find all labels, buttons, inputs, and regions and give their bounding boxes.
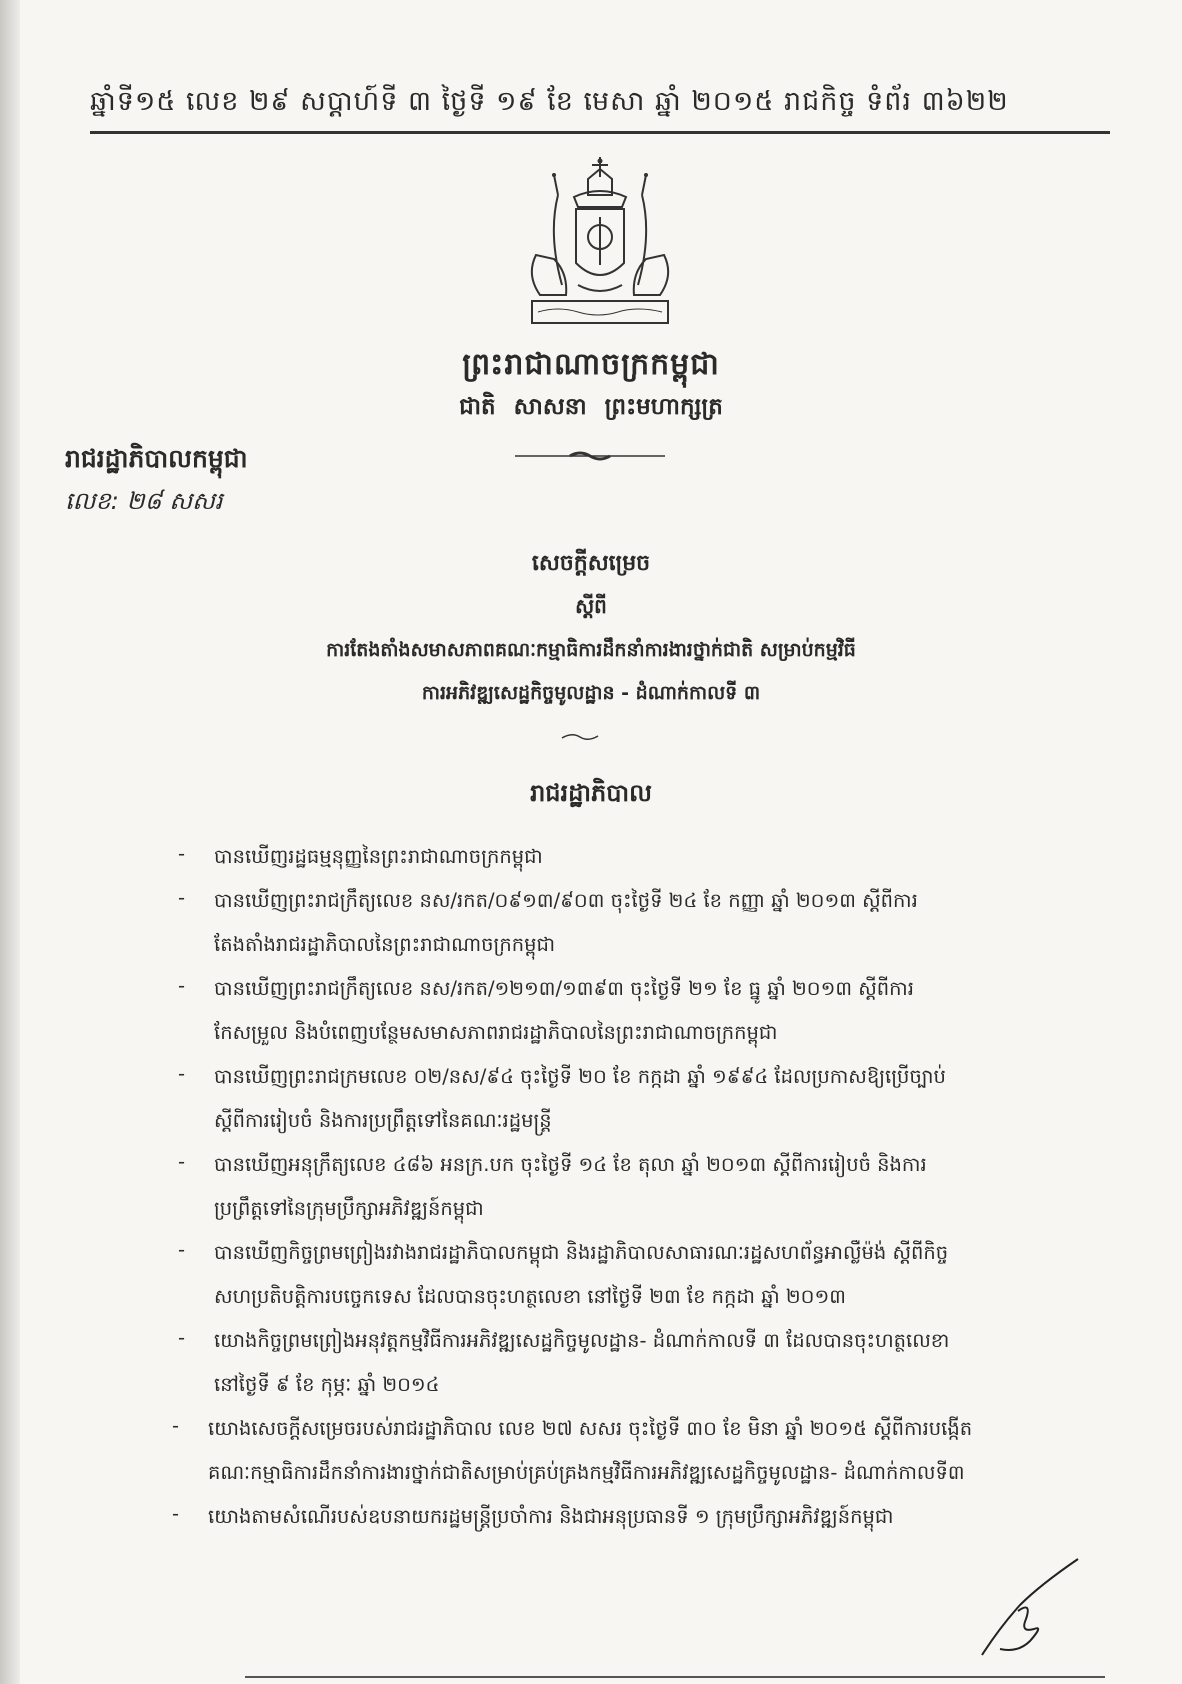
small-divider (560, 732, 600, 742)
clause-line: ប្រព្រឹត្តទៅនៃក្រុមប្រឹក្សាអភិវឌ្ឍន៍កម្ពុជា (214, 1197, 484, 1220)
clause-item (172, 1414, 1038, 1502)
clause-line: បានឃើញព្រះរាជក្រឹត្យលេខ នស/រកត/០៩១៣/៩០៣ ចុះថ្ងៃទី ២៤ ខែ កញ្ញា ឆ្នាំ ២០១៣ ស្ដីពីការ (214, 889, 918, 912)
clause-line: គណៈកម្មាធិការដឹកនាំការងារថ្នាក់ជាតិសម្រាប់គ្រប់គ្រងកម្មវិធីការអភិវឌ្ឍសេដ្ឋកិច្ចមូលដ្ឋាន- ដំណាក់កាលទី៣ (208, 1461, 965, 1484)
decision-subject-line-2: ការអភិវឌ្ឍសេដ្ឋកិច្ចមូលដ្ឋាន - ដំណាក់កាលទី ៣ (421, 682, 761, 704)
ornament-divider (515, 450, 665, 462)
clause-bullet: - (178, 1238, 186, 1261)
clause-item (178, 1326, 1038, 1414)
clause-line: យោងសេចក្ដីសម្រេចរបស់រាជរដ្ឋាភិបាល លេខ ២៧ សសរ ចុះថ្ងៃទី ៣០ ខែ មិនា ឆ្នាំ ២០១៥ ស្ដីពីការបង្កើត (208, 1417, 973, 1440)
clause-line: យោងកិច្ចព្រមព្រៀងអនុវត្តកម្មវិធីការអភិវឌ្ឍសេដ្ឋកិច្ចមូលដ្ឋាន- ដំណាក់កាលទី ៣ ដែលបានចុះហត្ថលេខា (214, 1329, 950, 1352)
clause-bullet: - (178, 1062, 186, 1085)
signature-initial-icon (960, 1555, 1085, 1660)
clause-line: បានឃើញព្រះរាជក្រឹត្យលេខ នស/រកត/១២១៣/១៣៩៣ ចុះថ្ងៃទី ២១ ខែ ធ្នូ ឆ្នាំ ២០១៣ ស្ដីពីការ (214, 977, 914, 1000)
decision-about: ស្ដីពី (575, 594, 607, 618)
bottom-rule (245, 1676, 1105, 1678)
clause-bullet: - (178, 1326, 186, 1349)
clause-line: បានឃើញកិច្ចព្រមព្រៀងរវាងរាជរដ្ឋាភិបាលកម្ពុជា និងរដ្ឋាភិបាលសាធារណៈរដ្ឋសហព័ន្ធអាល្លឺម៉ង់ ស្ដីពីកិច្ច (214, 1241, 949, 1264)
clause-item (178, 886, 1038, 974)
header-rule (90, 131, 1110, 134)
clause-line: នៅថ្ងៃទី ៩ ខែ កុម្ភៈ ឆ្នាំ ២០១៤ (214, 1373, 440, 1396)
clause-bullet: - (172, 1414, 180, 1437)
clause-line: តែងតាំងរាជរដ្ឋាភិបាលនៃព្រះរាជាណាចក្រកម្ពុជា (214, 933, 556, 956)
clause-bullet: - (178, 842, 186, 865)
clause-item (178, 1150, 1038, 1238)
clause-line: សហប្រតិបត្តិការបច្ចេកទេស ដែលបានចុះហត្ថលេខា នៅថ្ងៃទី ២៣ ខែ កក្កដា ឆ្នាំ ២០១៣ (214, 1285, 846, 1308)
clause-item (178, 1062, 1038, 1150)
gazette-header: ឆ្នាំទី១៥ លេខ ២៩ សប្ដាហ៍ទី ៣ ថ្ងៃទី ១៩ ខែ មេសា ឆ្នាំ ២០១៥ រាជកិច្ច ទំព័រ ៣៦២២ (90, 86, 1009, 117)
decision-type: សេចក្ដីសម្រេច (531, 551, 651, 576)
clause-item (178, 974, 1038, 1062)
national-motto: ជាតិ សាសនា ព្រះមហាក្សត្រ (459, 394, 723, 420)
clause-line: យោងតាមសំណើរបស់ឧបនាយករដ្ឋមន្ត្រីប្រចាំការ និងជាអនុប្រធានទី ១ ក្រុមប្រឹក្សាអភិវឌ្ឍន៍កម្ពុជា (208, 1505, 894, 1528)
clause-item (172, 1502, 1038, 1546)
clause-bullet: - (178, 974, 186, 997)
clause-bullet: - (172, 1502, 180, 1525)
clause-line: បានឃើញរដ្ឋធម្មនុញ្ញនៃព្រះរាជាណាចក្រកម្ពុជា (214, 845, 543, 868)
clause-line: ស្ដីពីការរៀបចំ និងការប្រព្រឹត្តទៅនៃគណៈរដ្ឋមន្ត្រី (214, 1109, 552, 1132)
clause-item (178, 842, 1038, 886)
clause-line: បានឃើញព្រះរាជក្រមលេខ ០២/នស/៩៤ ចុះថ្ងៃទី ២០ ខែ កក្កដា ឆ្នាំ ១៩៩៤ ដែលប្រកាសឱ្យប្រើច្បាប់ (214, 1065, 946, 1088)
kingdom-name: ព្រះរាជាណាចក្រកម្ពុជា (462, 347, 720, 382)
document-number: លេខ: ២៨ សសរ (65, 487, 223, 515)
clause-line: កែសម្រួល និងបំពេញបន្ថែមសមាសភាពរាជរដ្ឋាភិបាលនៃព្រះរាជាណាចក្រកម្ពុជា (214, 1021, 778, 1044)
clause-line: បានឃើញអនុក្រឹត្យលេខ ៤៨៦ អនក្រ.បក ចុះថ្ងៃទី ១៤ ខែ តុលា ឆ្នាំ ២០១៣ ស្ដីពីការរៀបចំ និងការ (214, 1153, 927, 1176)
royal-coat-of-arms-icon (518, 155, 682, 330)
decision-subject-line-1: ការតែងតាំងសមាសភាពគណៈកម្មាធិការដឹកនាំការងារថ្នាក់ជាតិ សម្រាប់កម្មវិធី (326, 639, 856, 661)
section-heading: រាជរដ្ឋាភិបាល (530, 779, 652, 807)
preamble-clauses (172, 842, 1038, 1546)
issuer-name: រាជរដ្ឋាភិបាលកម្ពុជា (65, 444, 248, 473)
clause-item (178, 1238, 1038, 1326)
clause-bullet: - (178, 886, 186, 909)
scan-edge-shadow (0, 0, 20, 1684)
clause-bullet: - (178, 1150, 186, 1173)
